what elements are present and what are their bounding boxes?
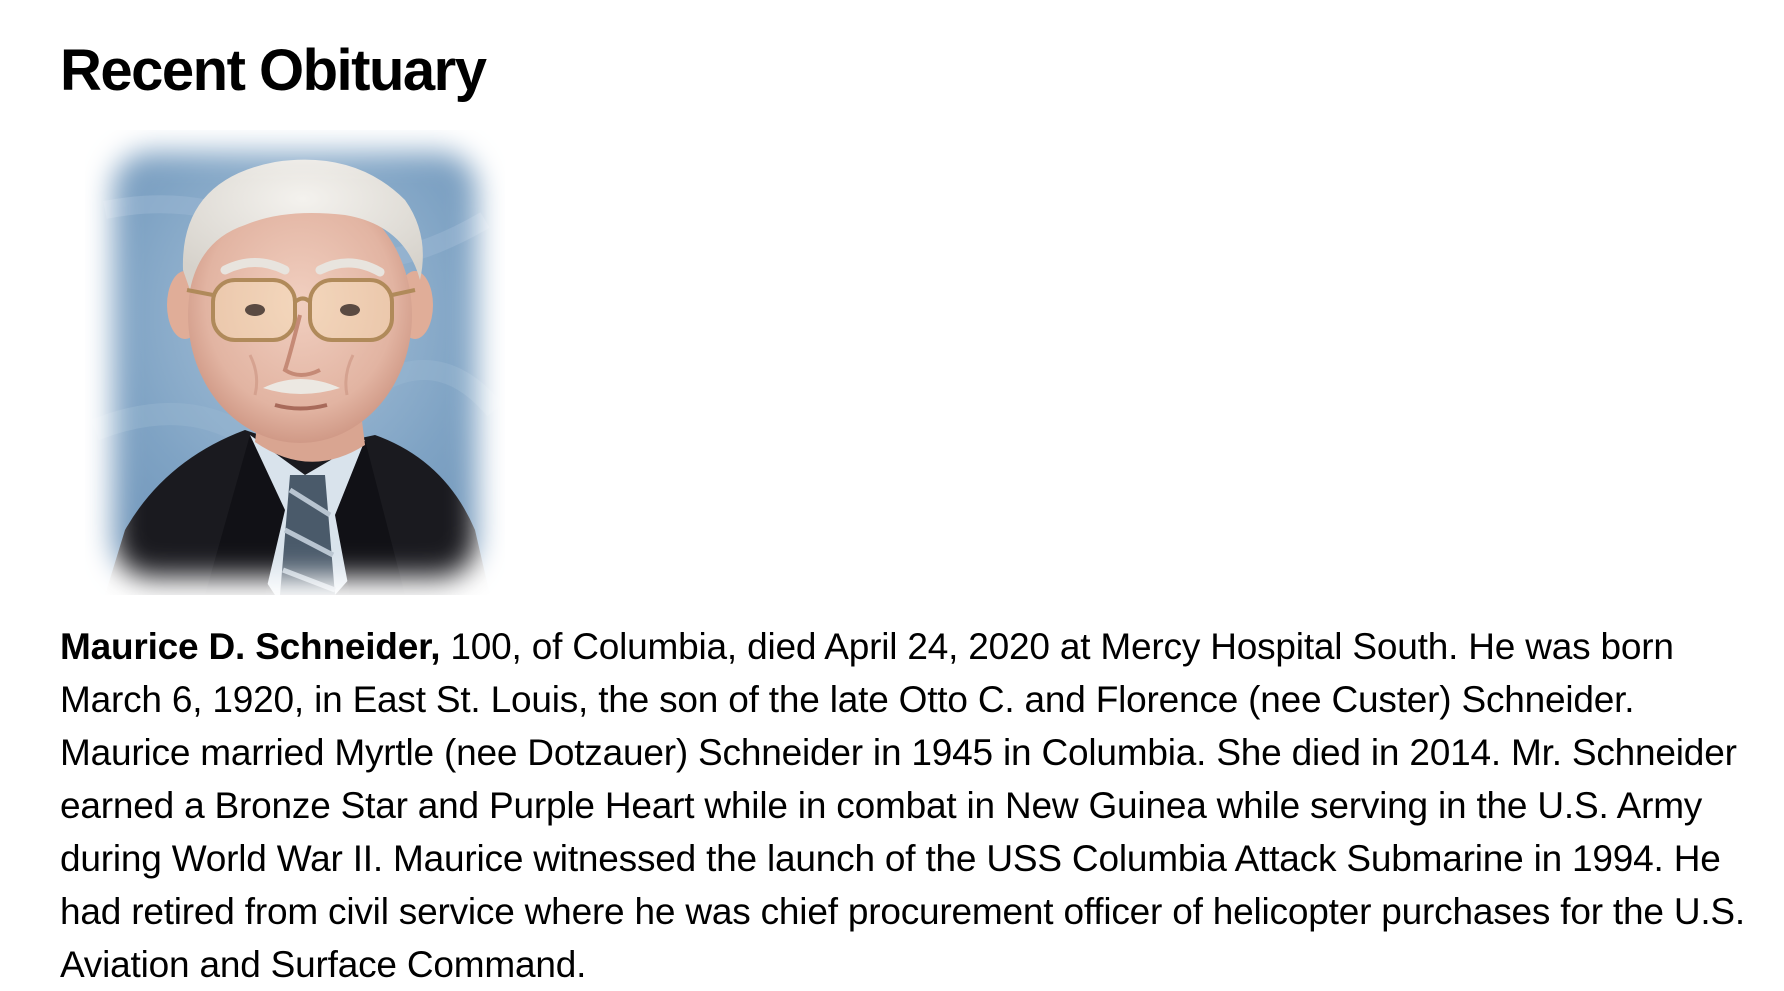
obituary-text: [60, 620, 1750, 991]
portrait-photo: [85, 130, 505, 595]
obituary-body: 100, of Columbia, died April 24, 2020 at Mercy Hospital South. He was born March 6, 1920, in East St. Louis, the son of the late Otto C. and Florence (nee Custer) Schneider. Maurice married Myrtle (nee Dotzauer) Schneider in 1945 in Columbia. She died in 2014. Mr. Schneider earned a Bronze Star and Purple Heart while in combat in New Guinea while serving in the U.S. Army during World War II. Maurice witnessed the launch of the USS Columbia Attack Submarine in 1994. He had retired from civil service where he was chief procurement officer of helicopter purchases for the U.S. Aviation and Surface Command.: [60, 626, 1745, 985]
deceased-name: Maurice D. Schneider,: [60, 626, 441, 667]
obituary-page: [60, 0, 1750, 984]
page-title: Recent Obituary: [60, 38, 486, 103]
